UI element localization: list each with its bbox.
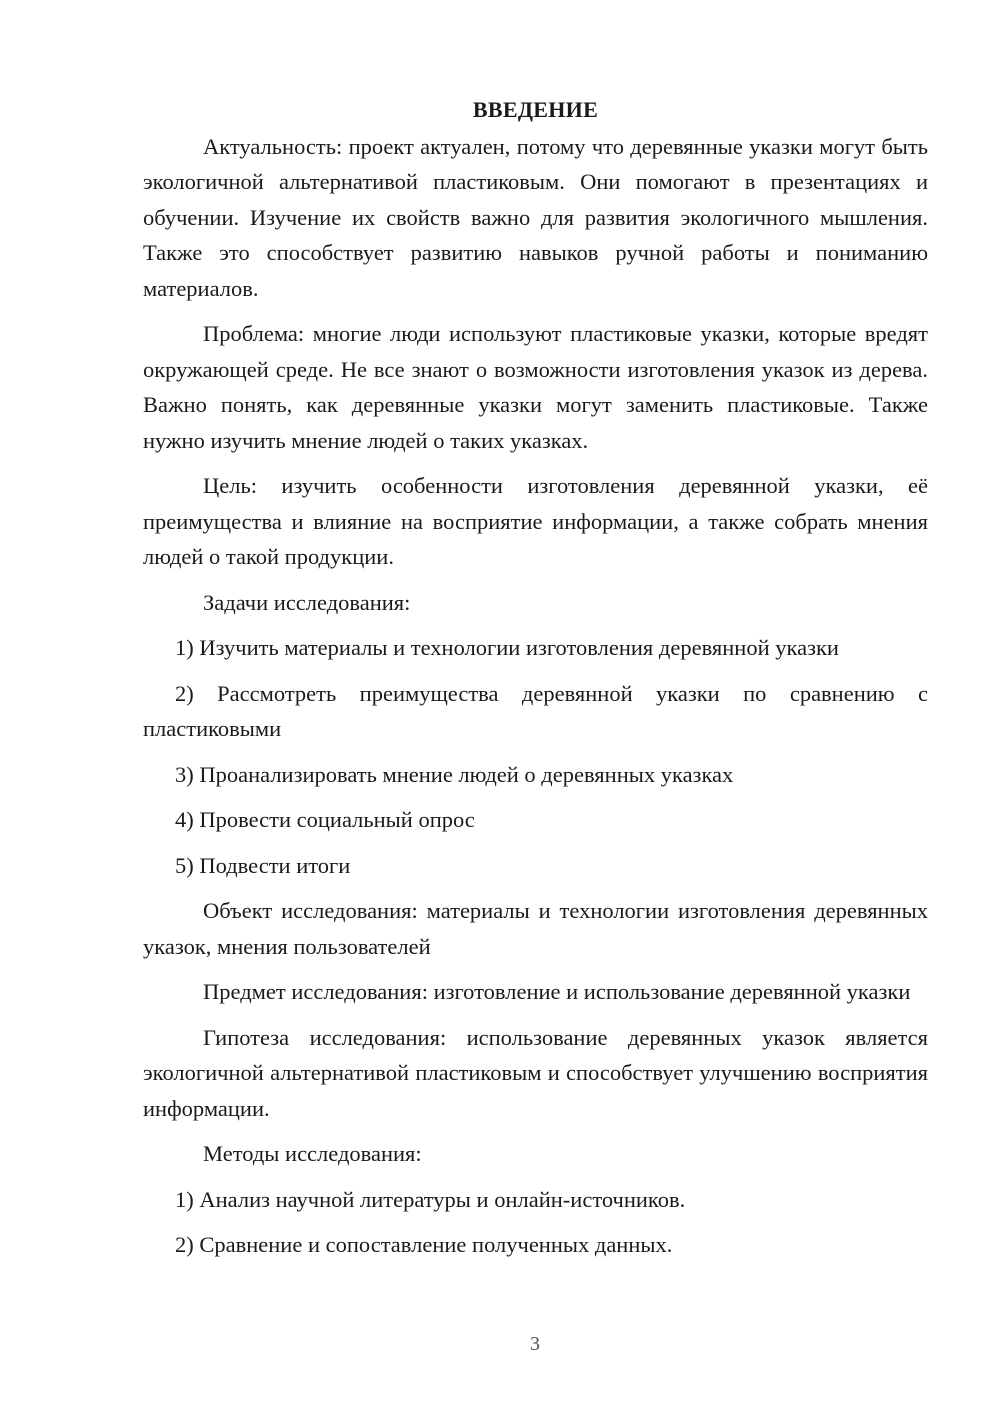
relevance-paragraph: Актуальность: проект актуален, потому что деревянные указки могут быть экологичной альтернативой пластиковым. Они помогают в презентациях и обучении. Изучение их свойств важно для развития экологичного мышления. Также это способствует развитию навыков ручной работы и пониманию материалов. [143,133,928,301]
tasks-heading: Задачи исследования: [203,589,411,615]
problem-paragraph: Проблема: многие люди используют пластиковые указки, которые вредят окружающей среде. Не все знают о возможности изготовления указок из дерева. Важно понять, как деревянные указки могут заменить пластиковые. Также нужно изучить мнение людей о таких указках. [143,321,928,453]
method-item-1: 1) Анализ научной литературы и онлайн-источников. [175,1186,686,1212]
page-content [143,92,928,1273]
page-number: 3 [530,1333,540,1355]
task-item-1: 1) Изучить материалы и технологии изготовления деревянной указки [175,635,839,660]
subject-paragraph: Предмет исследования: изготовление и использование деревянной указки [203,979,911,1004]
page-title: ВВЕДЕНИЕ [472,97,599,122]
task-item-4: 4) Провести социальный опрос [175,807,475,832]
methods-heading: Методы исследования: [203,1141,422,1166]
task-item-2: 2) Рассмотреть преимущества деревянной указки по сравнению с пластиковыми [143,680,928,741]
object-paragraph: Объект исследования: материалы и технологии изготовления деревянных указок, мнения пользователей [143,898,928,959]
method-item-2: 2) Сравнение и сопоставление полученных данных. [175,1232,673,1257]
task-item-3: 3) Проанализировать мнение людей о деревянных указках [175,761,734,787]
task-item-5: 5) Подвести итоги [175,852,351,878]
goal-paragraph: Цель: изучить особенности изготовления деревянной указки, её преимущества и влияние на восприятие информации, а также собрать мнения людей о такой продукции. [143,473,928,569]
hypothesis-paragraph: Гипотеза исследования: использование деревянных указок является экологичной альтернативой пластиковым и способствует улучшению восприятия информации. [143,1024,928,1121]
